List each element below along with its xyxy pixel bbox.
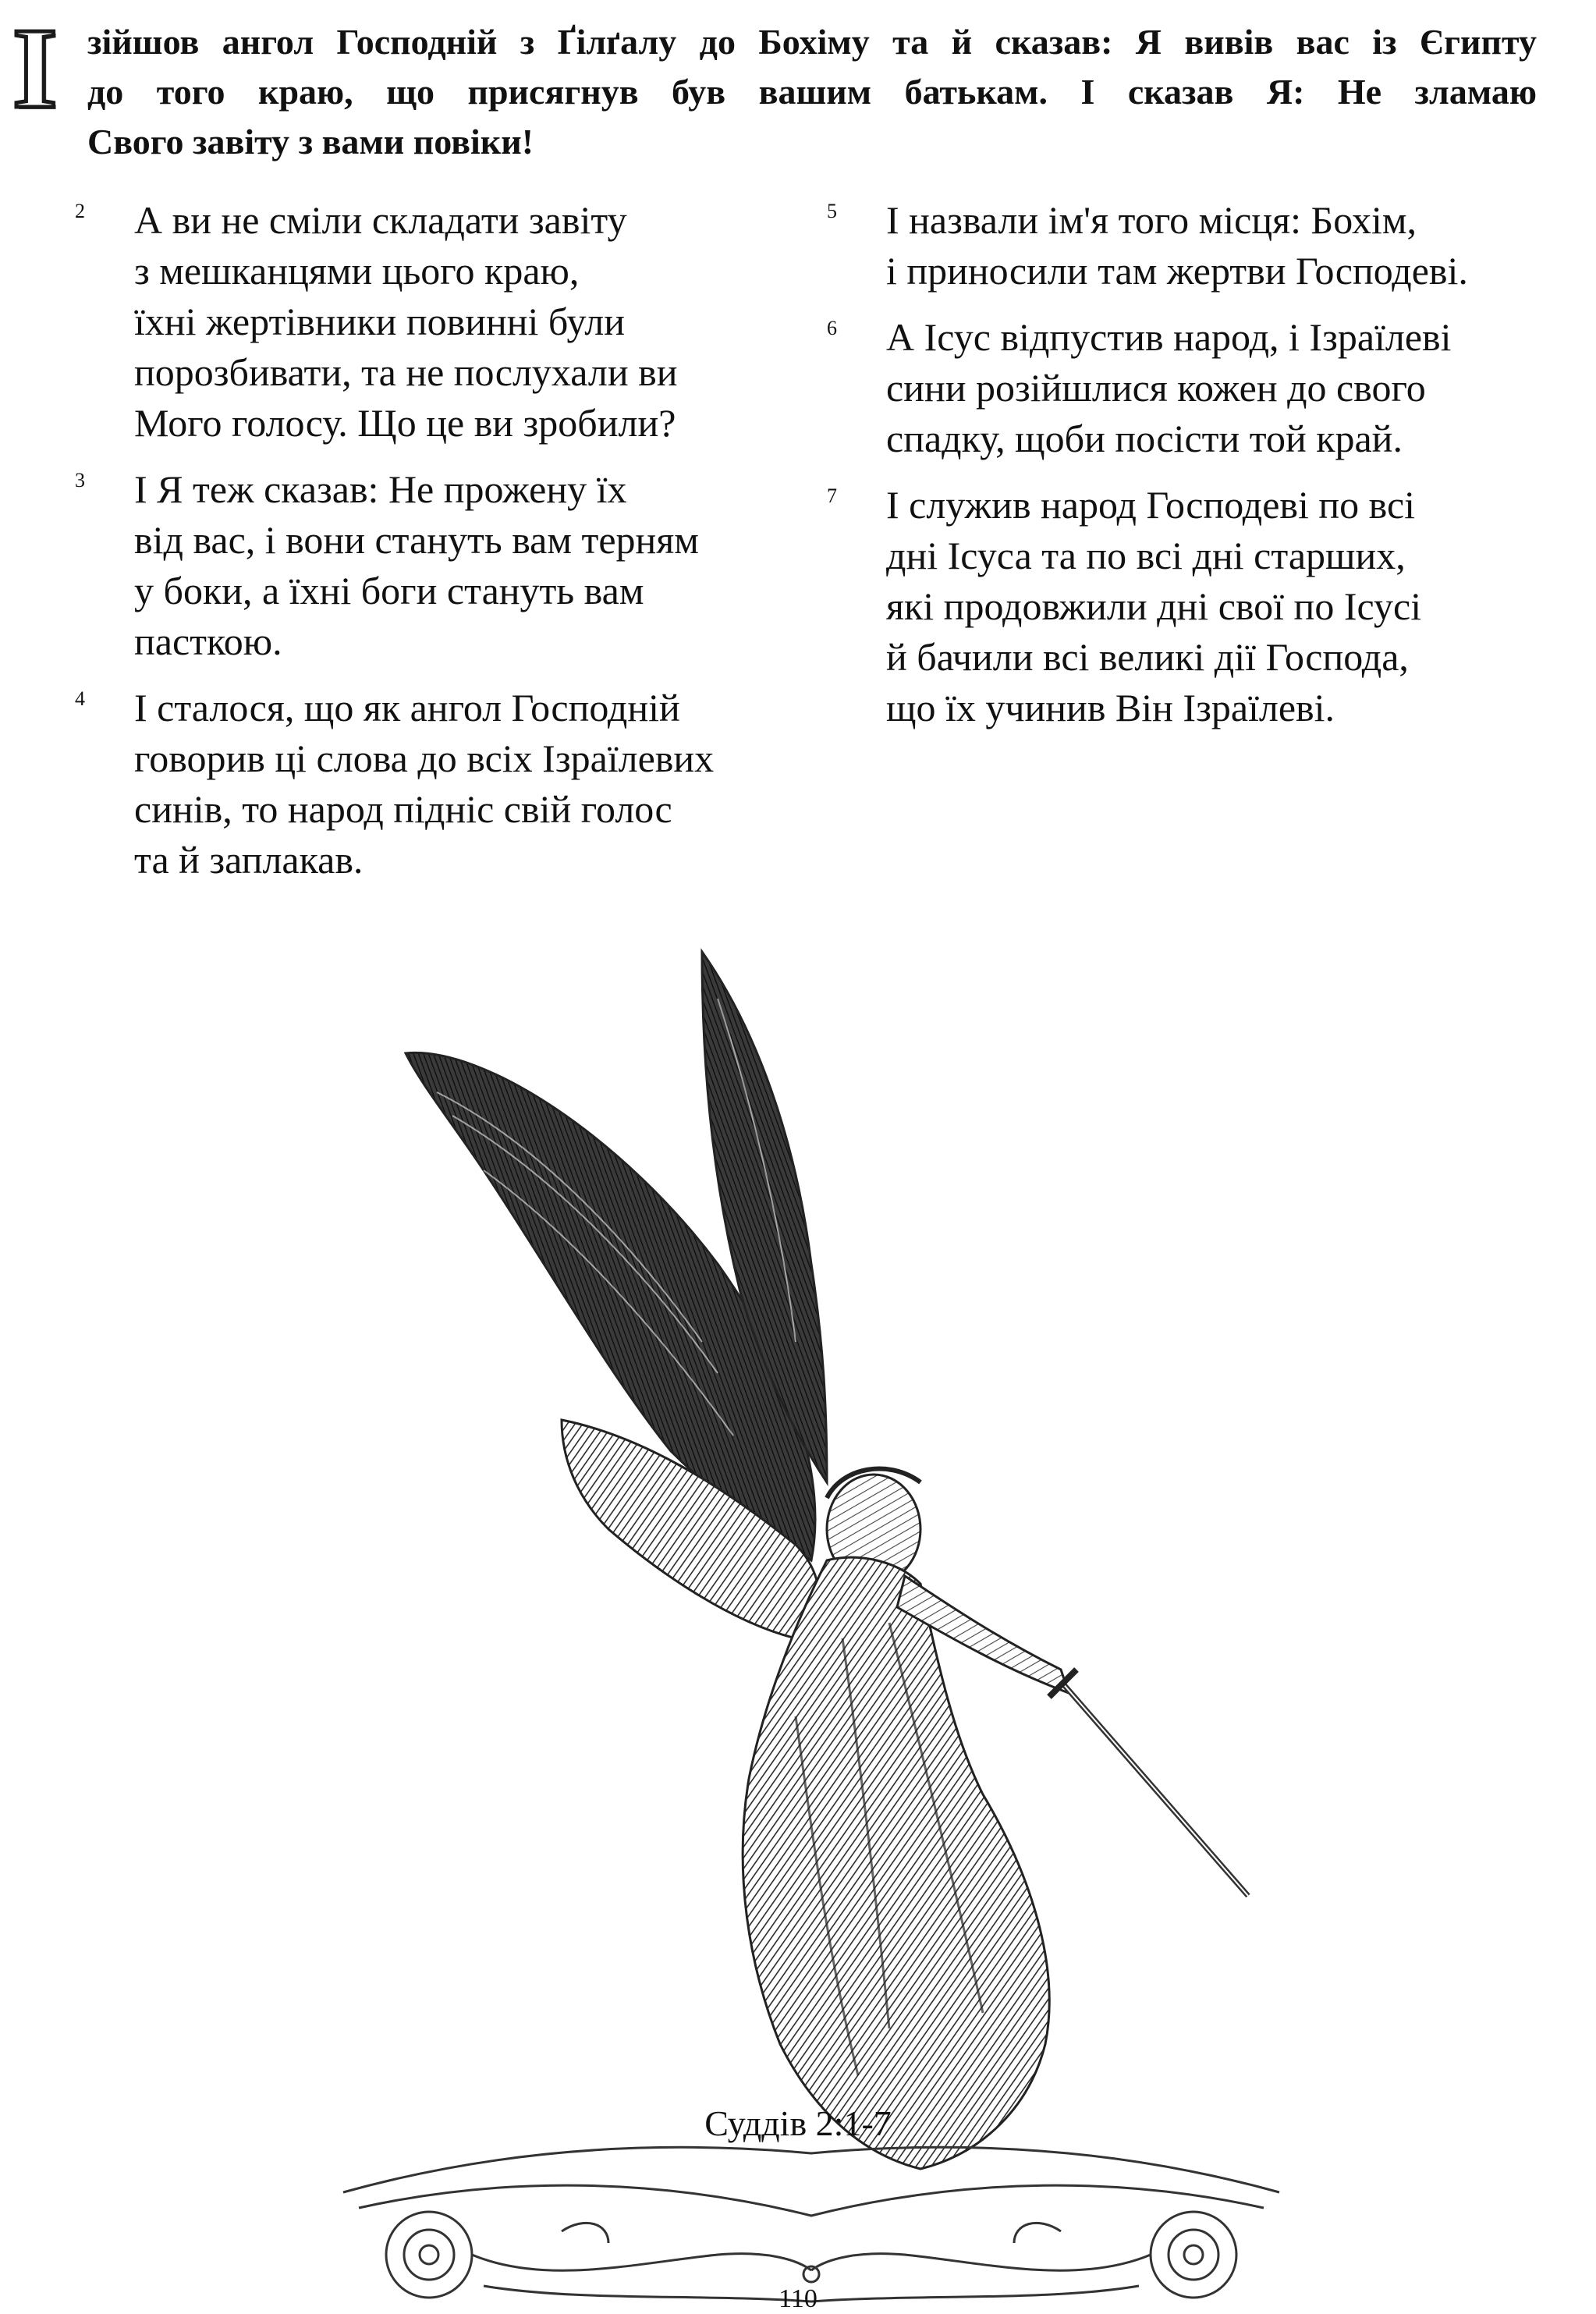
verse-line: порозбивати, та не послухали ви	[134, 350, 678, 394]
verse-line: від вас, і вони стануть вам терням	[134, 518, 699, 562]
verse-4	[75, 683, 777, 885]
verse-text	[134, 683, 777, 885]
left-column	[75, 195, 777, 901]
angel-with-sword-icon	[390, 936, 1264, 2184]
verse-text	[886, 312, 1529, 464]
verse-line: говорив ці слова до всіх Ізраїлевих	[134, 736, 715, 780]
dropcap-letter: І	[12, 5, 58, 133]
verse-number: 4	[75, 687, 85, 710]
verse-2	[75, 195, 777, 449]
verse-text	[886, 195, 1529, 296]
verse-line: й бачили всі великі дії Господа,	[886, 635, 1409, 679]
verse-line: дні Ісуса та по всі дні старших,	[886, 534, 1406, 577]
verse-5	[827, 195, 1529, 296]
verse-7	[827, 480, 1529, 733]
verse-number: 6	[827, 317, 837, 339]
verse-line: та й заплакав.	[134, 838, 364, 882]
verse-line: і приносили там жертви Господеві.	[886, 249, 1468, 293]
scripture-reference: Суддів 2:1-7	[704, 2103, 892, 2143]
intro-line: зійшов ангол Господній з Ґілґалу до Бохіму та й сказав: Я вивів вас із Єгипту	[87, 22, 1537, 62]
verse-number: 5	[827, 200, 837, 222]
verse-line: А Ісус відпустив народ, і Ізраїлеві	[886, 315, 1452, 359]
verse-text	[134, 195, 777, 449]
verse-line: що їх учинив Він Ізраїлеві.	[886, 686, 1335, 729]
right-column	[827, 195, 1529, 749]
verse-line: Мого голосу. Що це ви зробили?	[134, 401, 676, 445]
verse-line: сини розійшлися кожен до свого	[886, 366, 1426, 410]
verse-line: пасткою.	[134, 619, 282, 663]
verse-line: синів, то народ підніс свій голос	[134, 787, 672, 831]
verse-line: які продовжили дні свої по Ісусі	[886, 584, 1422, 628]
verse-line: І Я теж сказав: Не прожену їх	[134, 467, 627, 511]
dropcap	[8, 5, 86, 133]
verse-line: у боки, а їхні боги стануть вам	[134, 569, 644, 612]
verse-6	[827, 312, 1529, 464]
verse-line: І назвали ім'я того місця: Бохім,	[886, 198, 1417, 242]
verse-line: їхні жертівники повинні були	[134, 300, 625, 343]
verse-number: 2	[75, 200, 85, 222]
verse-3	[75, 464, 777, 667]
verse-line: А ви не сміли складати завіту	[134, 198, 627, 242]
verse-line: І служив народ Господеві по всі	[886, 483, 1416, 527]
verse-line: з мешканцями цього краю,	[134, 249, 580, 293]
verse-text	[886, 480, 1529, 733]
intro-text	[87, 17, 1537, 167]
verse-line: І сталося, що як ангол Господній	[134, 686, 680, 729]
verse-line: спадку, щоби посісти той край.	[886, 417, 1403, 460]
verse-number: 7	[827, 484, 837, 507]
intro-line: Свого завіту з вами повіки!	[87, 122, 534, 161]
page-number: 110	[778, 2284, 818, 2313]
verse-number: 3	[75, 469, 85, 492]
verse-text	[134, 464, 777, 667]
intro-line: до того краю, що присягнув був вашим батькам. І сказав Я: Не зламаю	[87, 72, 1537, 112]
